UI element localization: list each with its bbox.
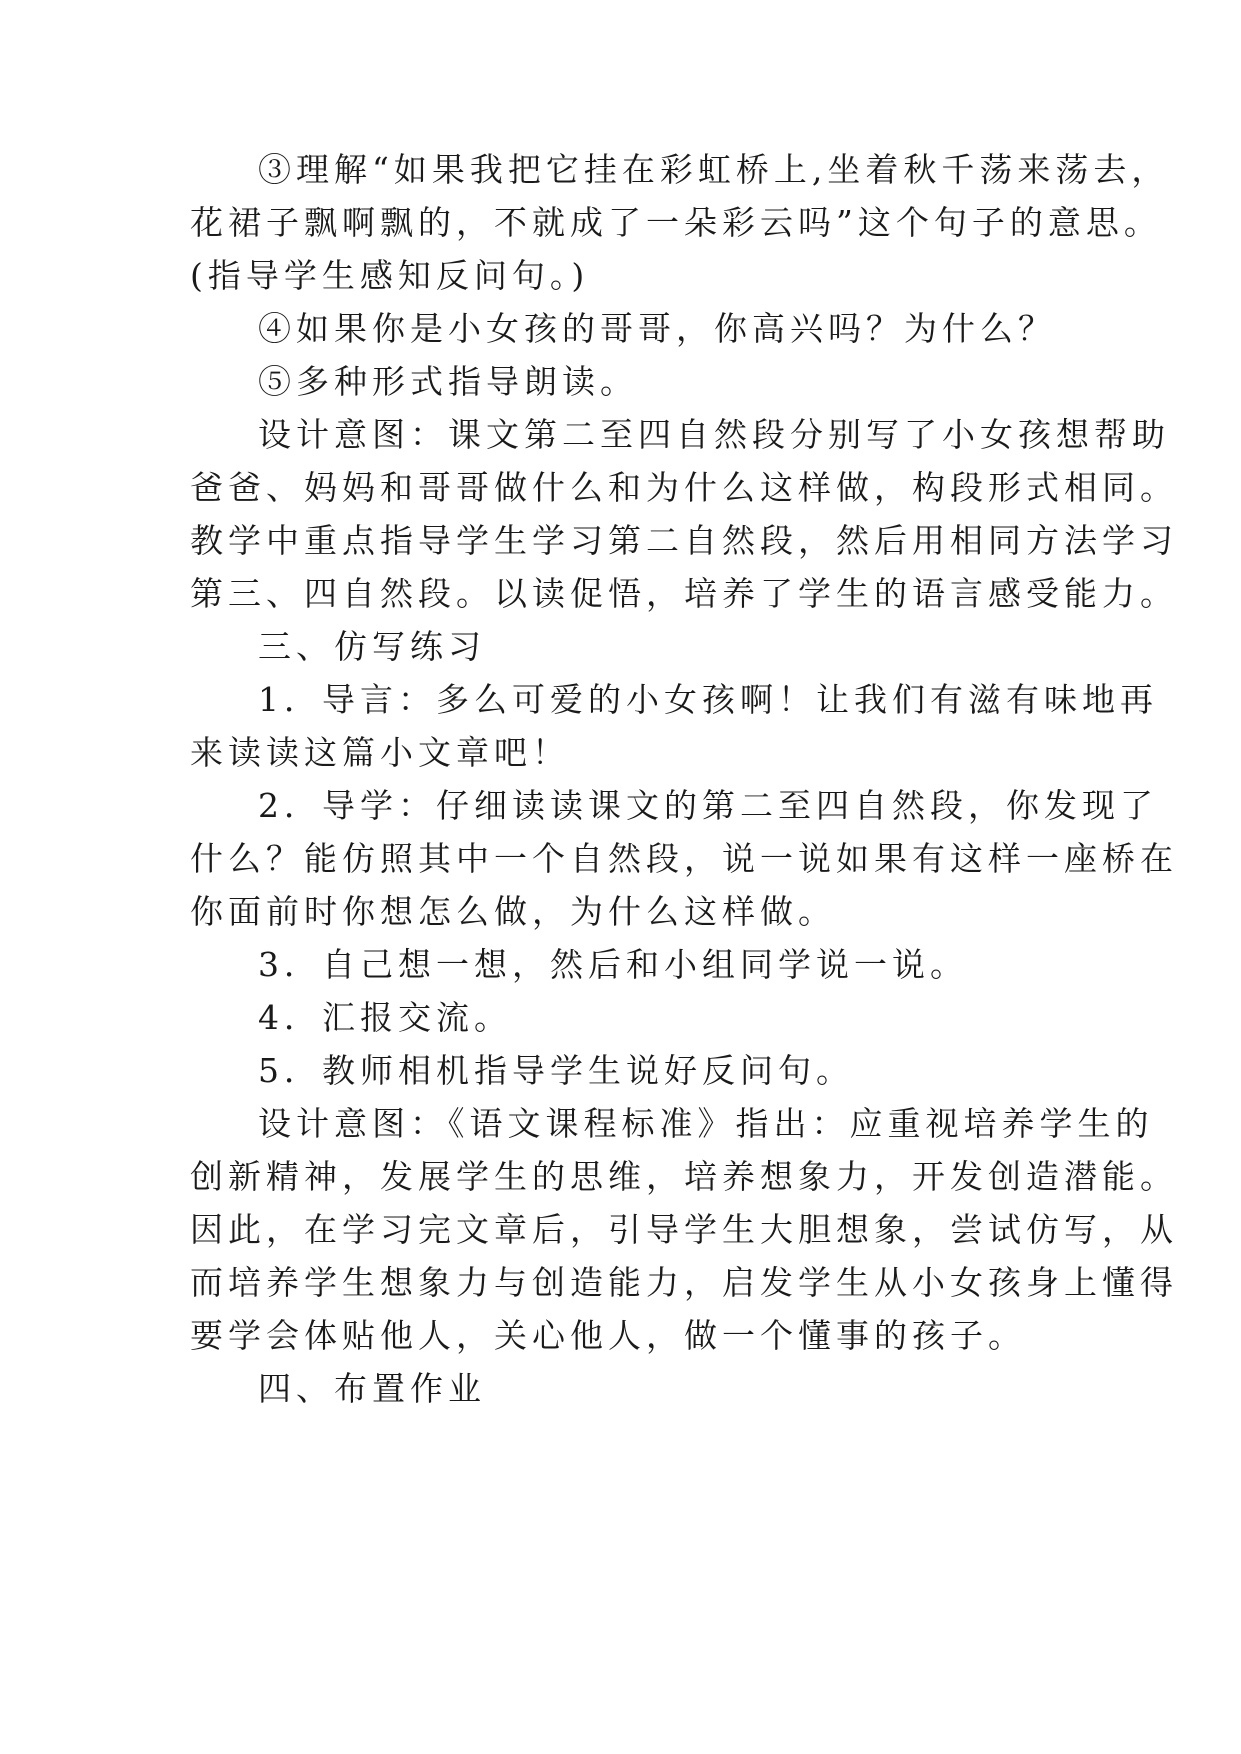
text-line: 你面前时你想怎么做，为什么这样做。 [190, 892, 836, 931]
text-line: 教学中重点指导学生学习第二自然段，然后用相同方法学习 [190, 521, 1178, 560]
text-line: 第三、四自然段。以读促悟，培养了学生的语言感受能力。 [190, 574, 1178, 613]
text-line: 什么？能仿照其中一个自然段，说一说如果有这样一座桥在 [190, 839, 1178, 878]
text-line: 设计意图：《语文课程标准》指出：应重视培养学生的 [258, 1104, 1154, 1143]
section-heading: 四、布置作业 [258, 1369, 486, 1408]
section-heading: 三、仿写练习 [258, 627, 486, 666]
text-line: 要学会体贴他人，关心他人，做一个懂事的孩子。 [190, 1316, 1026, 1355]
text-line: 爸爸、妈妈和哥哥做什么和为什么这样做，构段形式相同。 [190, 468, 1178, 507]
text-line: 设计意图：课文第二至四自然段分别写了小女孩想帮助 [258, 415, 1170, 454]
text-line: ③理解“如果我把它挂在彩虹桥上,坐着秋千荡来荡去， [258, 150, 1170, 189]
text-line: 3．自己想一想，然后和小组同学说一说。 [258, 945, 968, 984]
text-line: 因此，在学习完文章后，引导学生大胆想象，尝试仿写，从 [190, 1210, 1178, 1249]
text-line: 来读读这篇小文章吧！ [190, 733, 570, 772]
text-line: 花裙子飘啊飘的，不就成了一朵彩云吗”这个句子的意思。 [190, 203, 1162, 242]
text-line: (指导学生感知反问句。) [190, 256, 590, 295]
text-line: ④如果你是小女孩的哥哥，你高兴吗？为什么？ [258, 309, 1056, 348]
text-line: 2．导学：仔细读读课文的第二至四自然段，你发现了 [258, 786, 1158, 825]
text-line: 而培养学生想象力与创造能力，启发学生从小女孩身上懂得 [190, 1263, 1178, 1302]
text-line: 5．教师相机指导学生说好反问句。 [258, 1051, 854, 1090]
text-line: 1．导言：多么可爱的小女孩啊！让我们有滋有味地再 [258, 680, 1158, 719]
text-line: ⑤多种形式指导朗读。 [258, 362, 638, 401]
text-line: 创新精神，发展学生的思维，培养想象力，开发创造潜能。 [190, 1157, 1178, 1196]
text-line: 4．汇报交流。 [258, 998, 512, 1037]
